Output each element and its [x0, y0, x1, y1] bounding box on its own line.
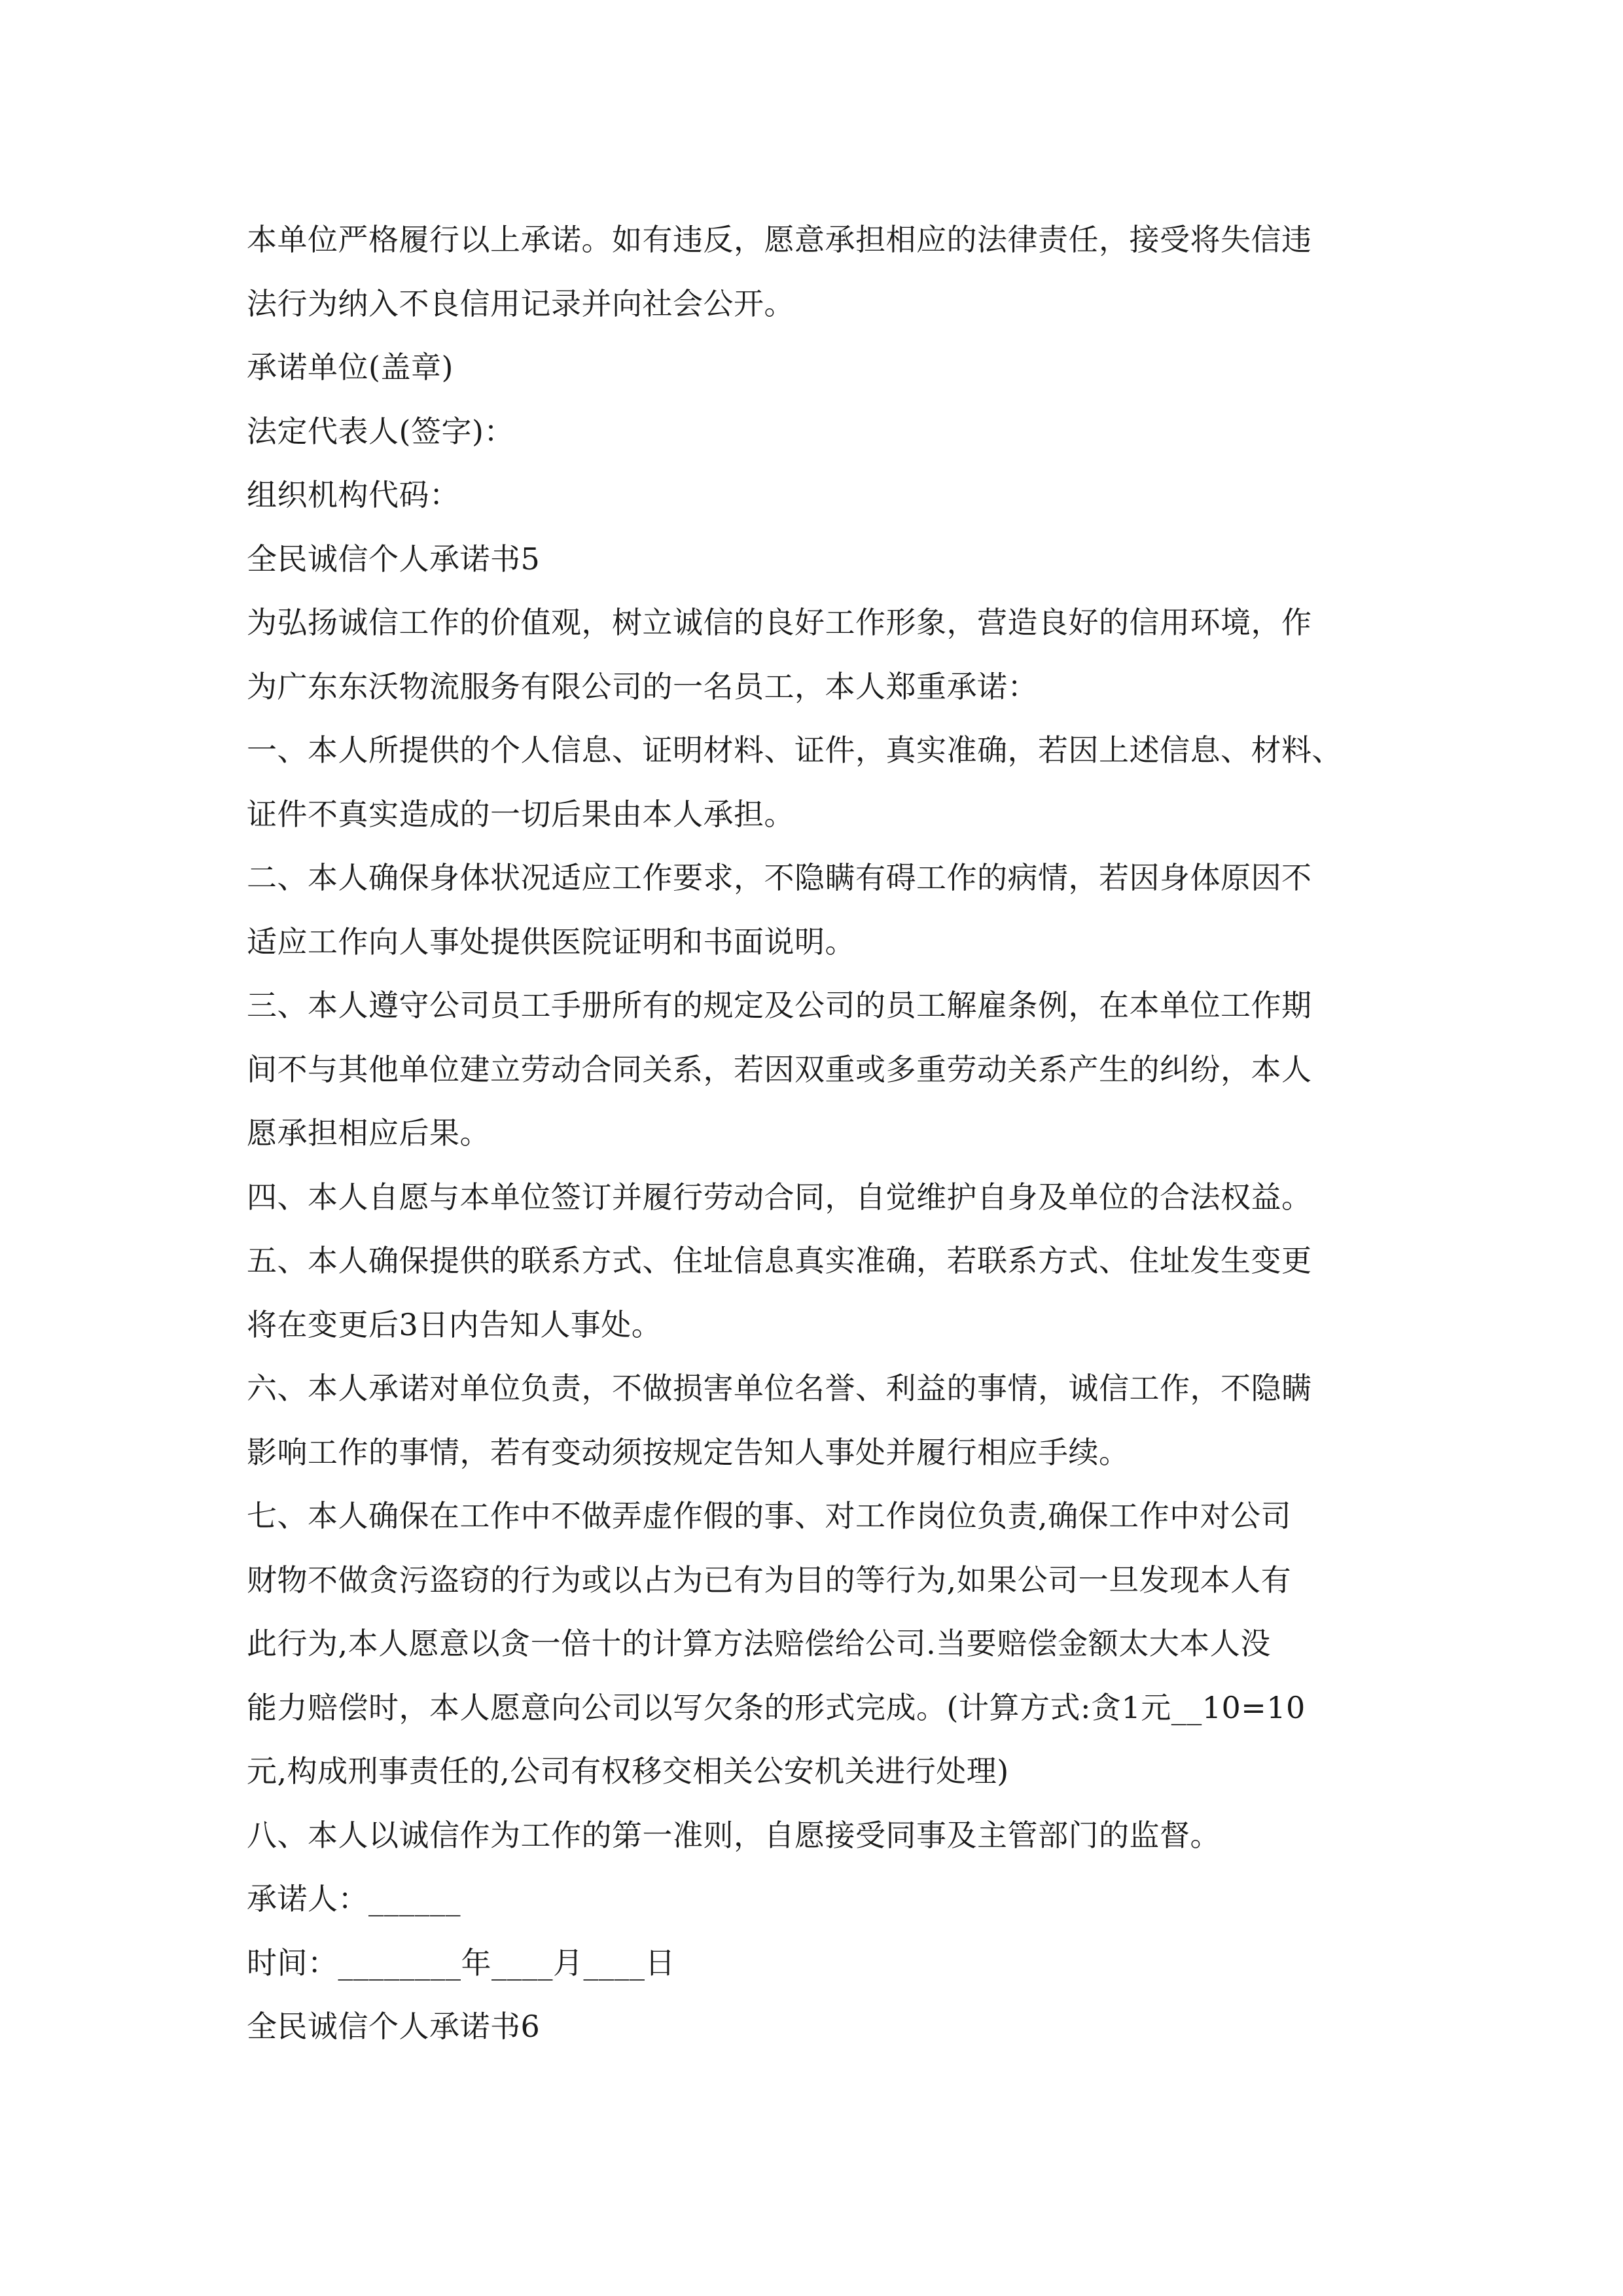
- document-body: [247, 208, 1385, 2059]
- paragraph-line: 本单位严格履行以上承诺。如有违反，愿意承担相应的法律责任，接受将失信违: [247, 222, 1312, 257]
- paragraph-line: 法行为纳入不良信用记录并向社会公开。: [247, 285, 794, 321]
- clause-line: 愿承担相应后果。: [247, 1115, 490, 1151]
- organization-code-label: 组织机构代码：: [247, 477, 460, 512]
- paragraph-line: 为广东东沃物流服务有限公司的一名员工，本人郑重承诺：: [247, 668, 1038, 704]
- seal-label: 承诺单位(盖章): [247, 350, 454, 385]
- date-field: 时间：________年____月____日: [247, 1945, 675, 1981]
- clause-line: 六、本人承诺对单位负责，不做损害单位名誉、利益的事情，诚信工作，不隐瞒: [247, 1371, 1312, 1406]
- clause-line: 三、本人遵守公司员工手册所有的规定及公司的员工解雇条例，在本单位工作期: [247, 988, 1312, 1023]
- clause-line: 五、本人确保提供的联系方式、住址信息真实准确，若联系方式、住址发生变更: [247, 1243, 1312, 1278]
- clause-line: 八、本人以诚信作为工作的第一准则，自愿接受同事及主管部门的监督。: [247, 1817, 1221, 1853]
- clause-line: 证件不真实造成的一切后果由本人承担。: [247, 796, 794, 832]
- clause-line: 此行为,本人愿意以贪一倍十的计算方法赔偿给公司.当要赔偿金额太大本人没: [247, 1626, 1271, 1661]
- clause-line: 元,构成刑事责任的,公司有权移交相关公安机关进行处理): [247, 1753, 1009, 1789]
- clause-line: 适应工作向人事处提供医院证明和书面说明。: [247, 924, 855, 960]
- clause-line: 二、本人确保身体状况适应工作要求，不隐瞒有碍工作的病情，若因身体原因不: [247, 860, 1312, 895]
- clause-line: 间不与其他单位建立劳动合同关系，若因双重或多重劳动关系产生的纠纷，本人: [247, 1051, 1312, 1087]
- clause-line: 一、本人所提供的个人信息、证明材料、证件，真实准确，若因上述信息、材料、: [247, 732, 1342, 768]
- section-heading: 全民诚信个人承诺书6: [247, 2009, 541, 2044]
- section-heading: 全民诚信个人承诺书5: [247, 541, 541, 577]
- clause-line: 七、本人确保在工作中不做弄虚作假的事、对工作岗位负责,确保工作中对公司: [247, 1498, 1292, 1534]
- clause-line: 将在变更后3日内告知人事处。: [247, 1306, 662, 1342]
- paragraph-line: 为弘扬诚信工作的价值观，树立诚信的良好工作形象，营造良好的信用环境，作: [247, 605, 1312, 640]
- signer-field: 承诺人：______: [247, 1881, 461, 1916]
- clause-line: 影响工作的事情，若有变动须按规定告知人事处并履行相应手续。: [247, 1434, 1130, 1470]
- clause-line: 财物不做贪污盗窃的行为或以占为已有为目的等行为,如果公司一旦发现本人有: [247, 1562, 1292, 1598]
- clause-line: 四、本人自愿与本单位签订并履行劳动合同，自觉维护自身及单位的合法权益。: [247, 1179, 1312, 1215]
- clause-line: 能力赔偿时，本人愿意向公司以写欠条的形式完成。(计算方式:贪1元__10=10: [247, 1689, 1306, 1725]
- legal-representative-label: 法定代表人(签字)：: [247, 413, 514, 449]
